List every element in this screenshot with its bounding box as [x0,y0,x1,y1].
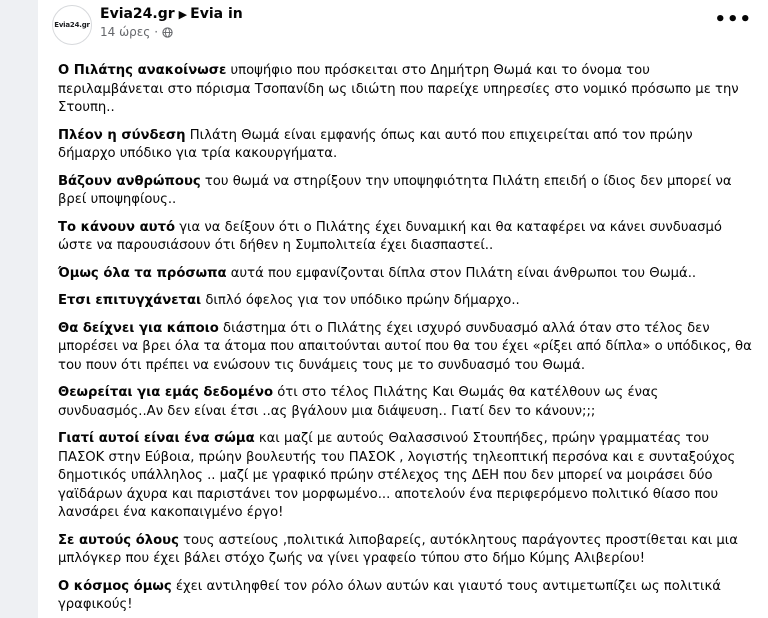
post-meta [100,25,243,39]
paragraph-text: αυτά που εμφανίζονται δίπλα στον Πιλάτη είναι άνθρωποι του Θωμά.. [226,265,697,281]
paragraph-lead: Το κάνουν αυτό [58,219,176,235]
paragraph-text: διπλό όφελος για τον υπόδικο πρώην δήμαρχο.. [201,293,520,308]
post-paragraph [58,320,752,376]
post-body [58,62,752,618]
paragraph-lead: Γιατί αυτοί είναι ένα σώμα [58,431,255,446]
page-name-link[interactable]: Evia24.gr [100,6,175,22]
paragraph-text: Πιλάτη Θωμά είναι εμφανής όπως και αυτό που επιχειρείται από τον πρώην δήμαρχο υπόδικο για τρία κακουργήματα. [58,127,693,161]
paragraph-lead: Θα δείχνει για κάποιο [58,320,219,336]
more-options-icon[interactable]: ••• [714,9,752,30]
meta-separator: · [154,25,159,39]
paragraph-text: και μαζί με αυτούς Θαλασσινού Στουπήδες, πρώην γραμματέας του ΠΑΣΟΚ στην Εύβοια, πρώην βουλευτής του ΠΑΣΟΚ , λογιστής τηλεοπτική περσόνα και ε συνταξούχος δημοτικός υπάλληλος .. μαζί με γραφικό πρώην στέλεχος της ΔΕΗ που δεν μπορεί να μοιράσει δύο γαϊδάρων άχυρα και παριστάνει τον μορφωμένο... αποτελούν ένα περιφερόμενο πολιτικό θίασο που λανσάρει ένα κακοπαιγμένο έργο! [58,431,736,520]
post-header [52,5,756,45]
paragraph-lead: Ετσι επιτυγχάνεται [58,293,202,308]
paragraph-lead: Θεωρείται για εμάς δεδομένο [58,385,274,400]
post-timestamp[interactable]: 14 ώρες [100,25,151,39]
post-title-line [100,6,243,22]
post-paragraph [58,219,752,256]
paragraph-lead: Ο κόσμος όμως [58,578,172,594]
paragraph-text: του θωμά να στηρίξουν την υποψηφιότητα Πιλάτη επειδή ο ίδιος δεν μπορεί να βρεί υποψηφίους.. [58,173,732,207]
paragraph-lead: Βάζουν ανθρώπους [58,173,201,189]
page-avatar[interactable]: Evia24.gr [52,5,92,45]
globe-icon [162,27,173,38]
post-paragraph [58,430,752,523]
paragraph-text: έχει αντιληφθεί τον ρόλο όλων αυτών και γιαυτό τους αντιμετωπίζει ως πολιτικά γραφικούς! [58,578,721,612]
paragraph-lead: Πλέον η σύνδεση [58,127,186,143]
paragraph-text: διάστημα ότι ο Πιλάτης έχει ισχυρό συνδυασμό αλλά όταν στο τέλος δεν μπορέσει να βρει όλα τα άτομα που απαιτούνται αυτοί που θα του έχει «ρίξει από δίπλα» ο υπόδικος, θα του πουν ότι πρέπει να ενώσουν τις δυνάμεις τους με το συνδυασμό του Θωμά. [58,320,752,373]
paragraph-text: για να δείξουν ότι ο Πιλάτης έχει δυναμική και θα καταφέρει να κάνει συνδυασμό ώστε να παρουσιάσουν ότι δήθεν η Συμπολιτεία έχει διασπαστεί.. [58,219,722,253]
post-card [38,0,768,618]
post-paragraph [58,62,752,118]
group-name-link[interactable]: Evia in [190,6,243,22]
post-paragraph [58,578,752,615]
post-paragraph [58,265,752,284]
post-paragraph [58,127,752,164]
paragraph-text: τους αστείους ,πολιτικά λιποβαρείς, αυτόκλητους παράγοντες προστίθεται και μια μπλόγκερ που έχει βάλει στόχο ζωής να γίνει γραφείο τύπου στο δήμο Κύμης Αλιβερίου! [58,532,738,566]
paragraph-lead: Σε αυτούς όλους [58,532,179,548]
paragraph-lead: Ο Πιλάτης ανακοίνωσε [58,63,227,78]
paragraph-text: ότι στο τέλος Πιλάτης Και Θωμάς θα κατέλθουν ως ένας συνδυασμός..Αν δεν είναι έτσι ..ας βγάλουν μια διάψευση.. Γιατί δεν το κάνουν;;; [58,385,659,419]
paragraph-text: υποψήφιο που πρόσκειται στο Δημήτρη Θωμά και το όνομα του περιλαμβάνεται στο πόρισμα Τσοπανίδη ως ιδιώτη που παρείχε υπηρεσίες στο νομικό πρόσωπο με την Στουπη.. [58,63,739,115]
post-paragraph [58,532,752,569]
paragraph-lead: Όμως όλα τα πρόσωπα [58,265,227,281]
arrow-right-icon: ▶ [178,8,188,21]
post-paragraph [58,173,752,210]
post-paragraph [58,292,752,311]
post-paragraph [58,384,752,421]
post-header-text [100,6,243,39]
